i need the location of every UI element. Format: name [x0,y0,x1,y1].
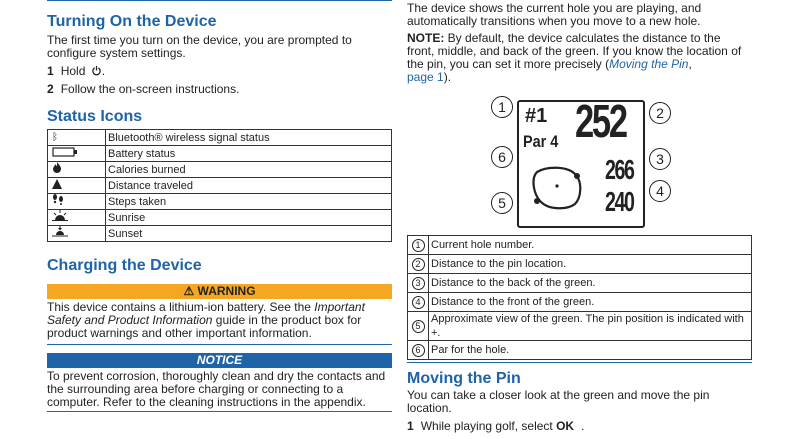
table-row [408,312,752,341]
callout-6: 6 [491,146,513,168]
note-line-3: the pin, you can set it more precisely (Moving the Pin, [407,57,692,71]
footsteps-icon [48,194,106,210]
legend-number: 4 [412,296,425,309]
pin-distance: 252 [575,95,626,147]
section-rule [407,362,752,363]
table-cell: Distance to the front of the green. [429,293,752,312]
table-row [48,194,392,210]
table-row [408,255,752,274]
moving-pin-intro-line-1: You can take a closer look at the green and move the pin [407,388,710,402]
legend-number: 3 [412,277,425,290]
callout-1: 1 [491,96,513,118]
turning-on-intro-line-2: configure system settings. [47,46,186,60]
table-row [48,162,392,178]
callout-2: 2 [649,102,671,124]
battery-icon [48,146,106,162]
table-cell: Sunrise [106,210,392,226]
legend-number: 1 [412,239,425,252]
flame-icon [48,162,106,178]
table-cell: Par for the hole. [429,341,752,360]
legend-table [407,235,752,360]
warning-text-line-1: This device contains a lithium-ion battery. See the Important [47,300,365,314]
step-suffix: . [101,64,106,78]
step-number: 1 [47,64,54,78]
table-cell: Distance to the back of the green. [429,274,752,293]
table-row [408,293,752,312]
moving-pin-step-1: 1 While playing golf, select OK . [407,419,585,433]
step-1 [47,64,105,78]
table-cell: Bluetooth® wireless signal status [106,130,392,146]
table-row [48,146,392,162]
callout-3: 3 [649,148,671,170]
table-row [48,226,392,242]
callout-4: 4 [649,180,671,202]
ok-key: OK [556,419,575,433]
notice-text-line-3: computer. Refer to the cleaning instructions in the appendix. [47,395,366,409]
table-row [408,274,752,293]
warning-text-line-2: Safety and Product Information guide in the product box for [47,313,362,327]
table-row [48,130,392,146]
legend-number: 5 [412,320,425,333]
table-cell: Distance traveled [106,178,392,194]
notice-text-line-2: the surrounding area before charging or connecting to a [47,382,344,396]
notice-banner: NOTICE [47,353,392,368]
heading-turning-on: Turning On the Device [47,13,217,30]
callout-5: 5 [491,192,513,214]
green-view-icon [527,164,587,214]
table-row [408,341,752,360]
step-text: Follow the on-screen instructions. [60,82,240,96]
moving-pin-intro-line-2: location. [407,401,452,415]
note-line-1: NOTE: By default, the device calculates the distance to the [407,31,721,45]
heading-moving-pin: Moving the Pin [407,370,521,387]
table-cell: Calories burned [106,162,392,178]
table-cell: Distance to the pin location. [429,255,752,274]
turning-on-intro-line-1: The first time you turn on the device, you are prompted to [47,33,352,47]
notice-text-line-1: To prevent corrosion, thoroughly clean and dry the contacts and [47,369,386,383]
step-number: 1 [407,419,414,433]
note-line-4: page 1). [407,70,452,84]
table-row [48,178,392,194]
table-cell: Sunset [106,226,392,242]
warning-text-line-3: product warnings and other important information. [47,326,312,340]
power-icon [91,65,102,76]
par-label: Par 4 [523,132,559,151]
table-row [408,236,752,255]
device-illustration [491,92,671,232]
heading-status-icons: Status Icons [47,108,143,125]
distance-icon [48,178,106,194]
table-cell: Steps taken [106,194,392,210]
table-cell: Battery status [106,146,392,162]
heading-charging: Charging the Device [47,257,202,274]
table-cell: Approximate view of the green. The pin position is indicated with +. [429,312,752,341]
table-row [48,210,392,226]
status-icons-table [47,129,392,242]
step-number: 2 [47,82,54,96]
notice-rule [47,411,392,412]
sunset-icon [48,226,106,242]
step-text: Hold [60,64,86,78]
legend-number: 2 [412,258,425,271]
front-distance: 240 [605,186,634,217]
back-distance: 266 [605,154,634,185]
intro-line-2: automatically transitions when you move to a new hole. [407,14,701,28]
note-line-2: front, middle, and back of the green. If you know the location of [407,44,742,58]
warning-rule [47,344,392,345]
warning-banner: ⚠ WARNING [47,284,392,299]
moving-pin-link[interactable]: Moving the Pin [609,57,689,71]
legend-number: 6 [412,344,425,357]
intro-line-1: The device shows the current hole you are playing, and [407,1,702,15]
sunrise-icon [48,210,106,226]
bluetooth-icon: ᛒ [48,130,106,146]
table-cell: Current hole number. [429,236,752,255]
section-rule [47,0,392,1]
step-2 [47,82,239,96]
page-link[interactable]: page 1 [407,70,444,84]
hole-number: #1 [525,105,548,127]
